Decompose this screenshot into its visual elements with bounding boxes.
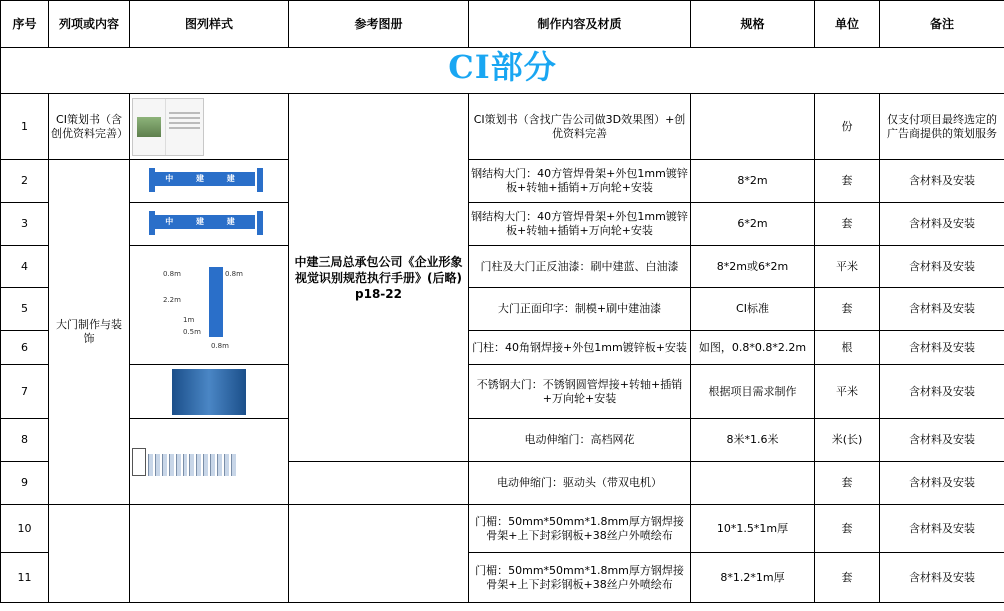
- header-no[interactable]: 序号: [1, 1, 49, 48]
- table-row: [1, 160, 1004, 203]
- cell-spec[interactable]: 10*1.5*1m厚: [691, 505, 815, 553]
- cell-content[interactable]: CI策划书（含找广告公司做3D效果图）+创优资料完善: [469, 94, 691, 160]
- cell-content[interactable]: 钢结构大门：40方管焊骨架+外包1mm镀锌板+转轴+插销+万向轮+安装: [469, 203, 691, 246]
- cell-note[interactable]: 含材料及安装: [880, 331, 1004, 365]
- table-row: [1, 246, 1004, 288]
- cell-no[interactable]: 4: [1, 246, 49, 288]
- cell-style[interactable]: [130, 203, 289, 246]
- cell-note[interactable]: 含材料及安装: [880, 246, 1004, 288]
- cell-style[interactable]: [130, 419, 289, 505]
- header-style[interactable]: 图列样式: [130, 1, 289, 48]
- ci-manual-cover-image: [132, 98, 204, 156]
- cell-reference-empty[interactable]: [289, 462, 469, 505]
- cell-spec[interactable]: CI标准: [691, 288, 815, 331]
- cell-reference[interactable]: 中建三局总承包公司《企业形象视觉识别规范执行手册》(后略) p18-22: [289, 94, 469, 462]
- stainless-gate-photo: [172, 369, 246, 415]
- table-row: [1, 203, 1004, 246]
- table-row: [1, 365, 1004, 419]
- cell-unit[interactable]: 套: [815, 288, 880, 331]
- header-content[interactable]: 制作内容及材质: [469, 1, 691, 48]
- cell-no[interactable]: 1: [1, 94, 49, 160]
- header-unit[interactable]: 单位: [815, 1, 880, 48]
- cell-no[interactable]: 7: [1, 365, 49, 419]
- cell-note[interactable]: 含材料及安装: [880, 203, 1004, 246]
- section-row: [1, 48, 1004, 94]
- cell-unit[interactable]: 套: [815, 462, 880, 505]
- cell-style[interactable]: [130, 505, 289, 603]
- cell-unit[interactable]: 根: [815, 331, 880, 365]
- cell-content[interactable]: 不锈钢大门：不锈钢圆管焊接+转轴+插销+万向轮+安装: [469, 365, 691, 419]
- cell-style[interactable]: [130, 160, 289, 203]
- cell-note[interactable]: 含材料及安装: [880, 419, 1004, 462]
- cell-no[interactable]: 2: [1, 160, 49, 203]
- cell-style[interactable]: [130, 365, 289, 419]
- cell-unit[interactable]: 套: [815, 203, 880, 246]
- cell-spec[interactable]: 6*2m: [691, 203, 815, 246]
- cell-spec[interactable]: 8*1.2*1m厚: [691, 553, 815, 603]
- cell-note[interactable]: 含材料及安装: [880, 365, 1004, 419]
- cell-content[interactable]: 电动伸缩门：高档网花: [469, 419, 691, 462]
- cell-no[interactable]: 10: [1, 505, 49, 553]
- cell-content[interactable]: 门楣：50mm*50mm*1.8mm厚方钢焊接骨架+上下封彩钢板+38丝户外喷绘布: [469, 553, 691, 603]
- header-reference[interactable]: 参考图册: [289, 1, 469, 48]
- cell-unit[interactable]: 平米: [815, 246, 880, 288]
- header-spec[interactable]: 规格: [691, 1, 815, 48]
- section-title[interactable]: [1, 48, 1004, 94]
- table-row: [1, 94, 1004, 160]
- cell-reference-empty[interactable]: [289, 505, 469, 603]
- cell-note[interactable]: 含材料及安装: [880, 553, 1004, 603]
- gate-pillar-image: 0.8m 0.8m 2.2m 1m 0.5m 0.8m: [159, 263, 259, 347]
- gate-elevation-image: 中 建 建 筑: [147, 164, 271, 198]
- gate-elevation-image: 中 建 建 筑: [147, 207, 271, 241]
- cell-unit[interactable]: 平米: [815, 365, 880, 419]
- table-row: [1, 419, 1004, 462]
- cell-content[interactable]: 电动伸缩门：驱动头（带双电机）: [469, 462, 691, 505]
- cell-spec[interactable]: 8*2m或6*2m: [691, 246, 815, 288]
- cell-no[interactable]: 9: [1, 462, 49, 505]
- cell-no[interactable]: 6: [1, 331, 49, 365]
- cell-note[interactable]: 含材料及安装: [880, 288, 1004, 331]
- header-row: [1, 1, 1004, 48]
- cell-content[interactable]: 大门正面印字：制模+刷中建油漆: [469, 288, 691, 331]
- cell-spec[interactable]: 如图，0.8*0.8*2.2m: [691, 331, 815, 365]
- cell-note[interactable]: 含材料及安装: [880, 160, 1004, 203]
- table-row: [1, 505, 1004, 553]
- cell-unit[interactable]: 套: [815, 160, 880, 203]
- cell-no[interactable]: 11: [1, 553, 49, 603]
- cell-note[interactable]: 含材料及安装: [880, 462, 1004, 505]
- cell-content[interactable]: 门楣：50mm*50mm*1.8mm厚方钢焊接骨架+上下封彩钢板+38丝户外喷绘布: [469, 505, 691, 553]
- cell-item-group[interactable]: 大门制作与装饰: [49, 160, 130, 505]
- cell-no[interactable]: 3: [1, 203, 49, 246]
- header-note[interactable]: 备注: [880, 1, 1004, 48]
- cell-unit[interactable]: 套: [815, 505, 880, 553]
- cell-spec[interactable]: [691, 94, 815, 160]
- cell-content[interactable]: 门柱：40角钢焊接+外包1mm镀锌板+安装: [469, 331, 691, 365]
- cell-content[interactable]: 门柱及大门正反油漆：刷中建蓝、白油漆: [469, 246, 691, 288]
- cell-unit[interactable]: 份: [815, 94, 880, 160]
- retractable-gate-image: [132, 448, 236, 476]
- cell-note[interactable]: 仅支付项目最终选定的广告商提供的策划服务: [880, 94, 1004, 160]
- cell-unit[interactable]: 套: [815, 553, 880, 603]
- cell-no[interactable]: 8: [1, 419, 49, 462]
- cell-style[interactable]: [130, 246, 289, 365]
- cell-spec[interactable]: 8*2m: [691, 160, 815, 203]
- cell-note[interactable]: 含材料及安装: [880, 505, 1004, 553]
- cell-spec[interactable]: [691, 462, 815, 505]
- cell-spec[interactable]: 8米*1.6米: [691, 419, 815, 462]
- cell-style[interactable]: [130, 94, 289, 160]
- cell-no[interactable]: 5: [1, 288, 49, 331]
- section-title-text: CI部分: [448, 47, 557, 86]
- header-item[interactable]: 列项或内容: [49, 1, 130, 48]
- cell-item[interactable]: [49, 505, 130, 603]
- cell-unit[interactable]: 米(长): [815, 419, 880, 462]
- cell-item[interactable]: CI策划书（含创优资料完善）: [49, 94, 130, 160]
- cell-spec[interactable]: 根据项目需求制作: [691, 365, 815, 419]
- cell-content[interactable]: 钢结构大门：40方管焊骨架+外包1mm镀锌板+转轴+插销+万向轮+安装: [469, 160, 691, 203]
